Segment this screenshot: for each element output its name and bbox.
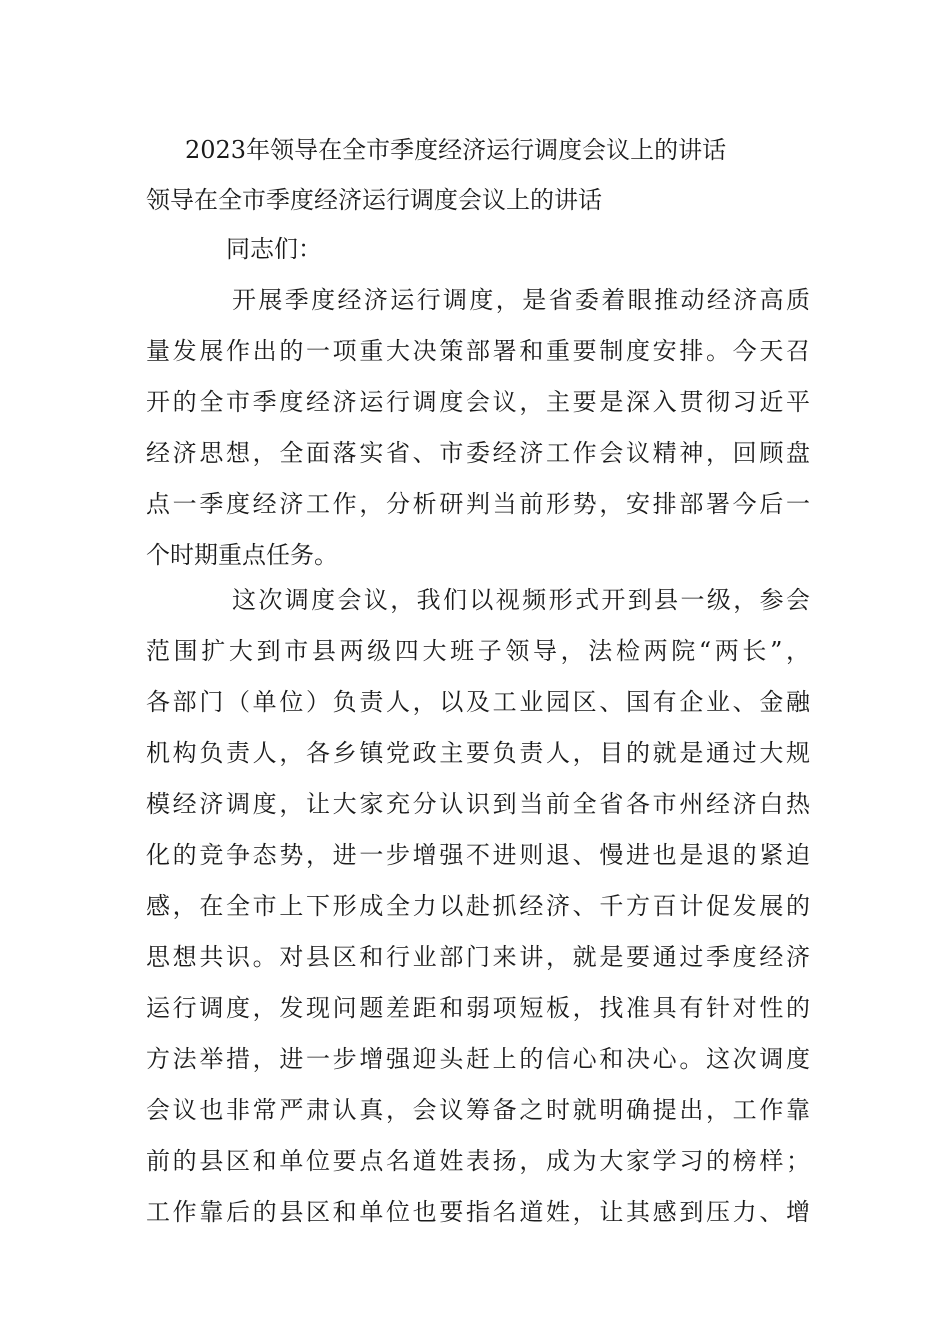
paragraph-line: 经济思想，全面落实省、市委经济工作会议精神，回顾盘 — [146, 439, 810, 467]
paragraph-line: 会议也非常严肃认真，会议筹备之时就明确提出，工作靠 — [146, 1096, 810, 1124]
paragraph-line: 感，在全市上下形成全力以赴抓经济、千方百计促发展的 — [146, 892, 810, 920]
paragraph-line: 这次调度会议，我们以视频形式开到县一级，参会 — [232, 586, 810, 614]
document-title: 2023年领导在全市季度经济运行调度会议上的讲话 — [185, 136, 727, 164]
paragraph-line: 开的全市季度经济运行调度会议，主要是深入贯彻习近平 — [146, 388, 810, 416]
paragraph-line: 思想共识。对县区和行业部门来讲，就是要通过季度经济 — [146, 943, 810, 971]
paragraph-line: 机构负责人，各乡镇党政主要负责人，目的就是通过大规 — [146, 739, 810, 767]
paragraph-line: 点一季度经济工作，分析研判当前形势，安排部署今后一 — [146, 490, 810, 518]
paragraph-line: 量发展作出的一项重大决策部署和重要制度安排。今天召 — [146, 337, 810, 365]
document-subtitle: 领导在全市季度经济运行调度会议上的讲话 — [146, 186, 602, 214]
paragraph-line: 工作靠后的县区和单位也要指名道姓，让其感到压力、增 — [146, 1198, 810, 1226]
paragraph-line: 范围扩大到市县两级四大班子领导，法检两院“两长”， — [146, 637, 810, 665]
paragraph-2 — [146, 583, 810, 1246]
paragraph-line: 化的竞争态势，进一步增强不进则退、慢进也是退的紧迫 — [146, 841, 810, 869]
paragraph-line: 各部门（单位）负责人，以及工业园区、国有企业、金融 — [146, 688, 810, 716]
paragraph-line: 运行调度，发现问题差距和弱项短板，找准具有针对性的 — [146, 994, 810, 1022]
paragraph-line: 个时期重点任务。 — [146, 541, 338, 569]
paragraph-line: 前的县区和单位要点名道姓表扬，成为大家学习的榜样； — [146, 1147, 810, 1175]
paragraph-line: 方法举措，进一步增强迎头赶上的信心和决心。这次调度 — [146, 1045, 810, 1073]
paragraph-line: 模经济调度，让大家充分认识到当前全省各市州经济白热 — [146, 790, 810, 818]
paragraph-line: 开展季度经济运行调度，是省委着眼推动经济高质 — [232, 286, 810, 314]
paragraph-1 — [146, 283, 810, 589]
salutation: 同志们： — [226, 235, 322, 263]
